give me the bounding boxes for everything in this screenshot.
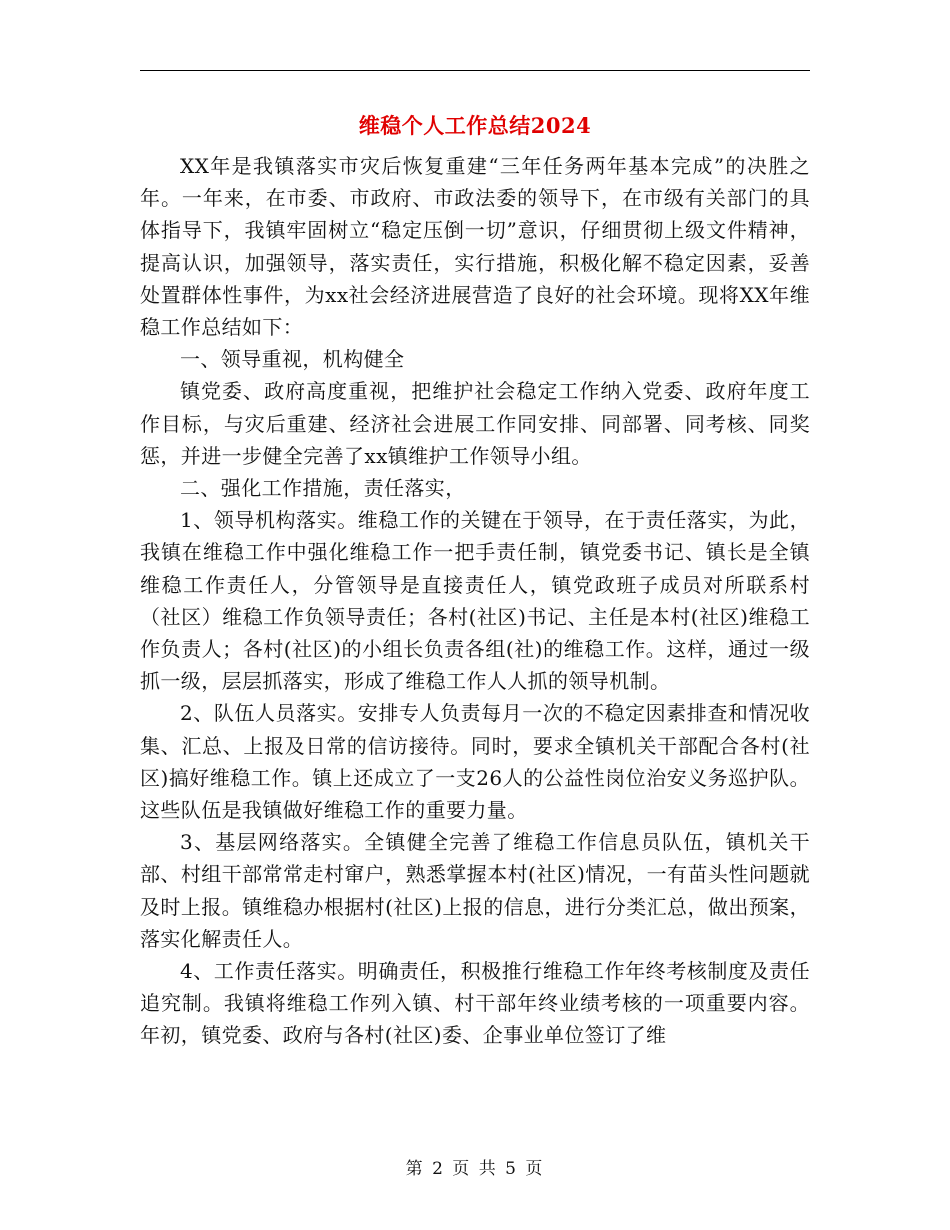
item-1-paragraph: 1、领导机构落实。维稳工作的关键在于领导，在于责任落实，为此，我镇在维稳工作中强化维稳工作一把手责任制，镇党委书记、镇长是全镇维稳工作责任人，分管领导是直接责任人，镇党政班子成员对所联系村（社区）维稳工作负领导责任；各村(社区)书记、主任是本村(社区)维稳工作负责人；各村(社区)的小组长负责各组(社)的维稳工作。这样，通过一级抓一级，层层抓落实，形成了维稳工作人人抓的领导机制。 (140, 508, 810, 694)
section-1-paragraph: 镇党委、政府高度重视，把维护社会稳定工作纳入党委、政府年度工作目标，与灾后重建、经济社会进展工作同安排、同部署、同考核、同奖惩，并进一步健全完善了xx镇维护工作领导小组。 (140, 379, 810, 468)
page-number-footer: 第 2 页 共 5 页 (405, 1159, 545, 1179)
section-heading-1: 一、领导重视，机构健全 (180, 347, 405, 372)
document-title: 维稳个人工作总结2024 (358, 113, 592, 138)
item-4-paragraph: 4、工作责任落实。明确责任，积极推行维稳工作年终考核制度及责任追究制。我镇将维稳工作列入镇、村干部年终业绩考核的一项重要内容。年初，镇党委、政府与各村(社区)委、企事业单位签订了维 (140, 959, 810, 1048)
intro-paragraph: XX年是我镇落实市灾后恢复重建“三年任务两年基本完成”的决胜之年。一年来，在市委、市政府、市政法委的领导下，在市级有关部门的具体指导下，我镇牢固树立“稳定压倒一切”意识，仔细贯彻上级文件精神，提高认识，加强领导，落实责任，实行措施，积极化解不稳定因素，妥善处置群体性事件，为xx社会经济进展营造了良好的社会环境。现将XX年维稳工作总结如下： (140, 154, 810, 340)
item-2-paragraph: 2、队伍人员落实。安排专人负责每月一次的不稳定因素排查和情况收集、汇总、上报及日常的信访接待。同时，要求全镇机关干部配合各村(社区)搞好维稳工作。镇上还成立了一支26人的公益性岗位治安义务巡护队。这些队伍是我镇做好维稳工作的重要力量。 (140, 701, 810, 823)
document-body (140, 150, 810, 1052)
item-3-paragraph: 3、基层网络落实。全镇健全完善了维稳工作信息员队伍，镇机关干部、村组干部常常走村窜户，熟悉掌握本村(社区)情况，一有苗头性问题就及时上报。镇维稳办根据村(社区)上报的信息，进行分类汇总，做出预案，落实化解责任人。 (140, 830, 810, 951)
section-heading-2: 二、强化工作措施，责任落实， (180, 476, 466, 501)
header-rule (140, 70, 810, 71)
